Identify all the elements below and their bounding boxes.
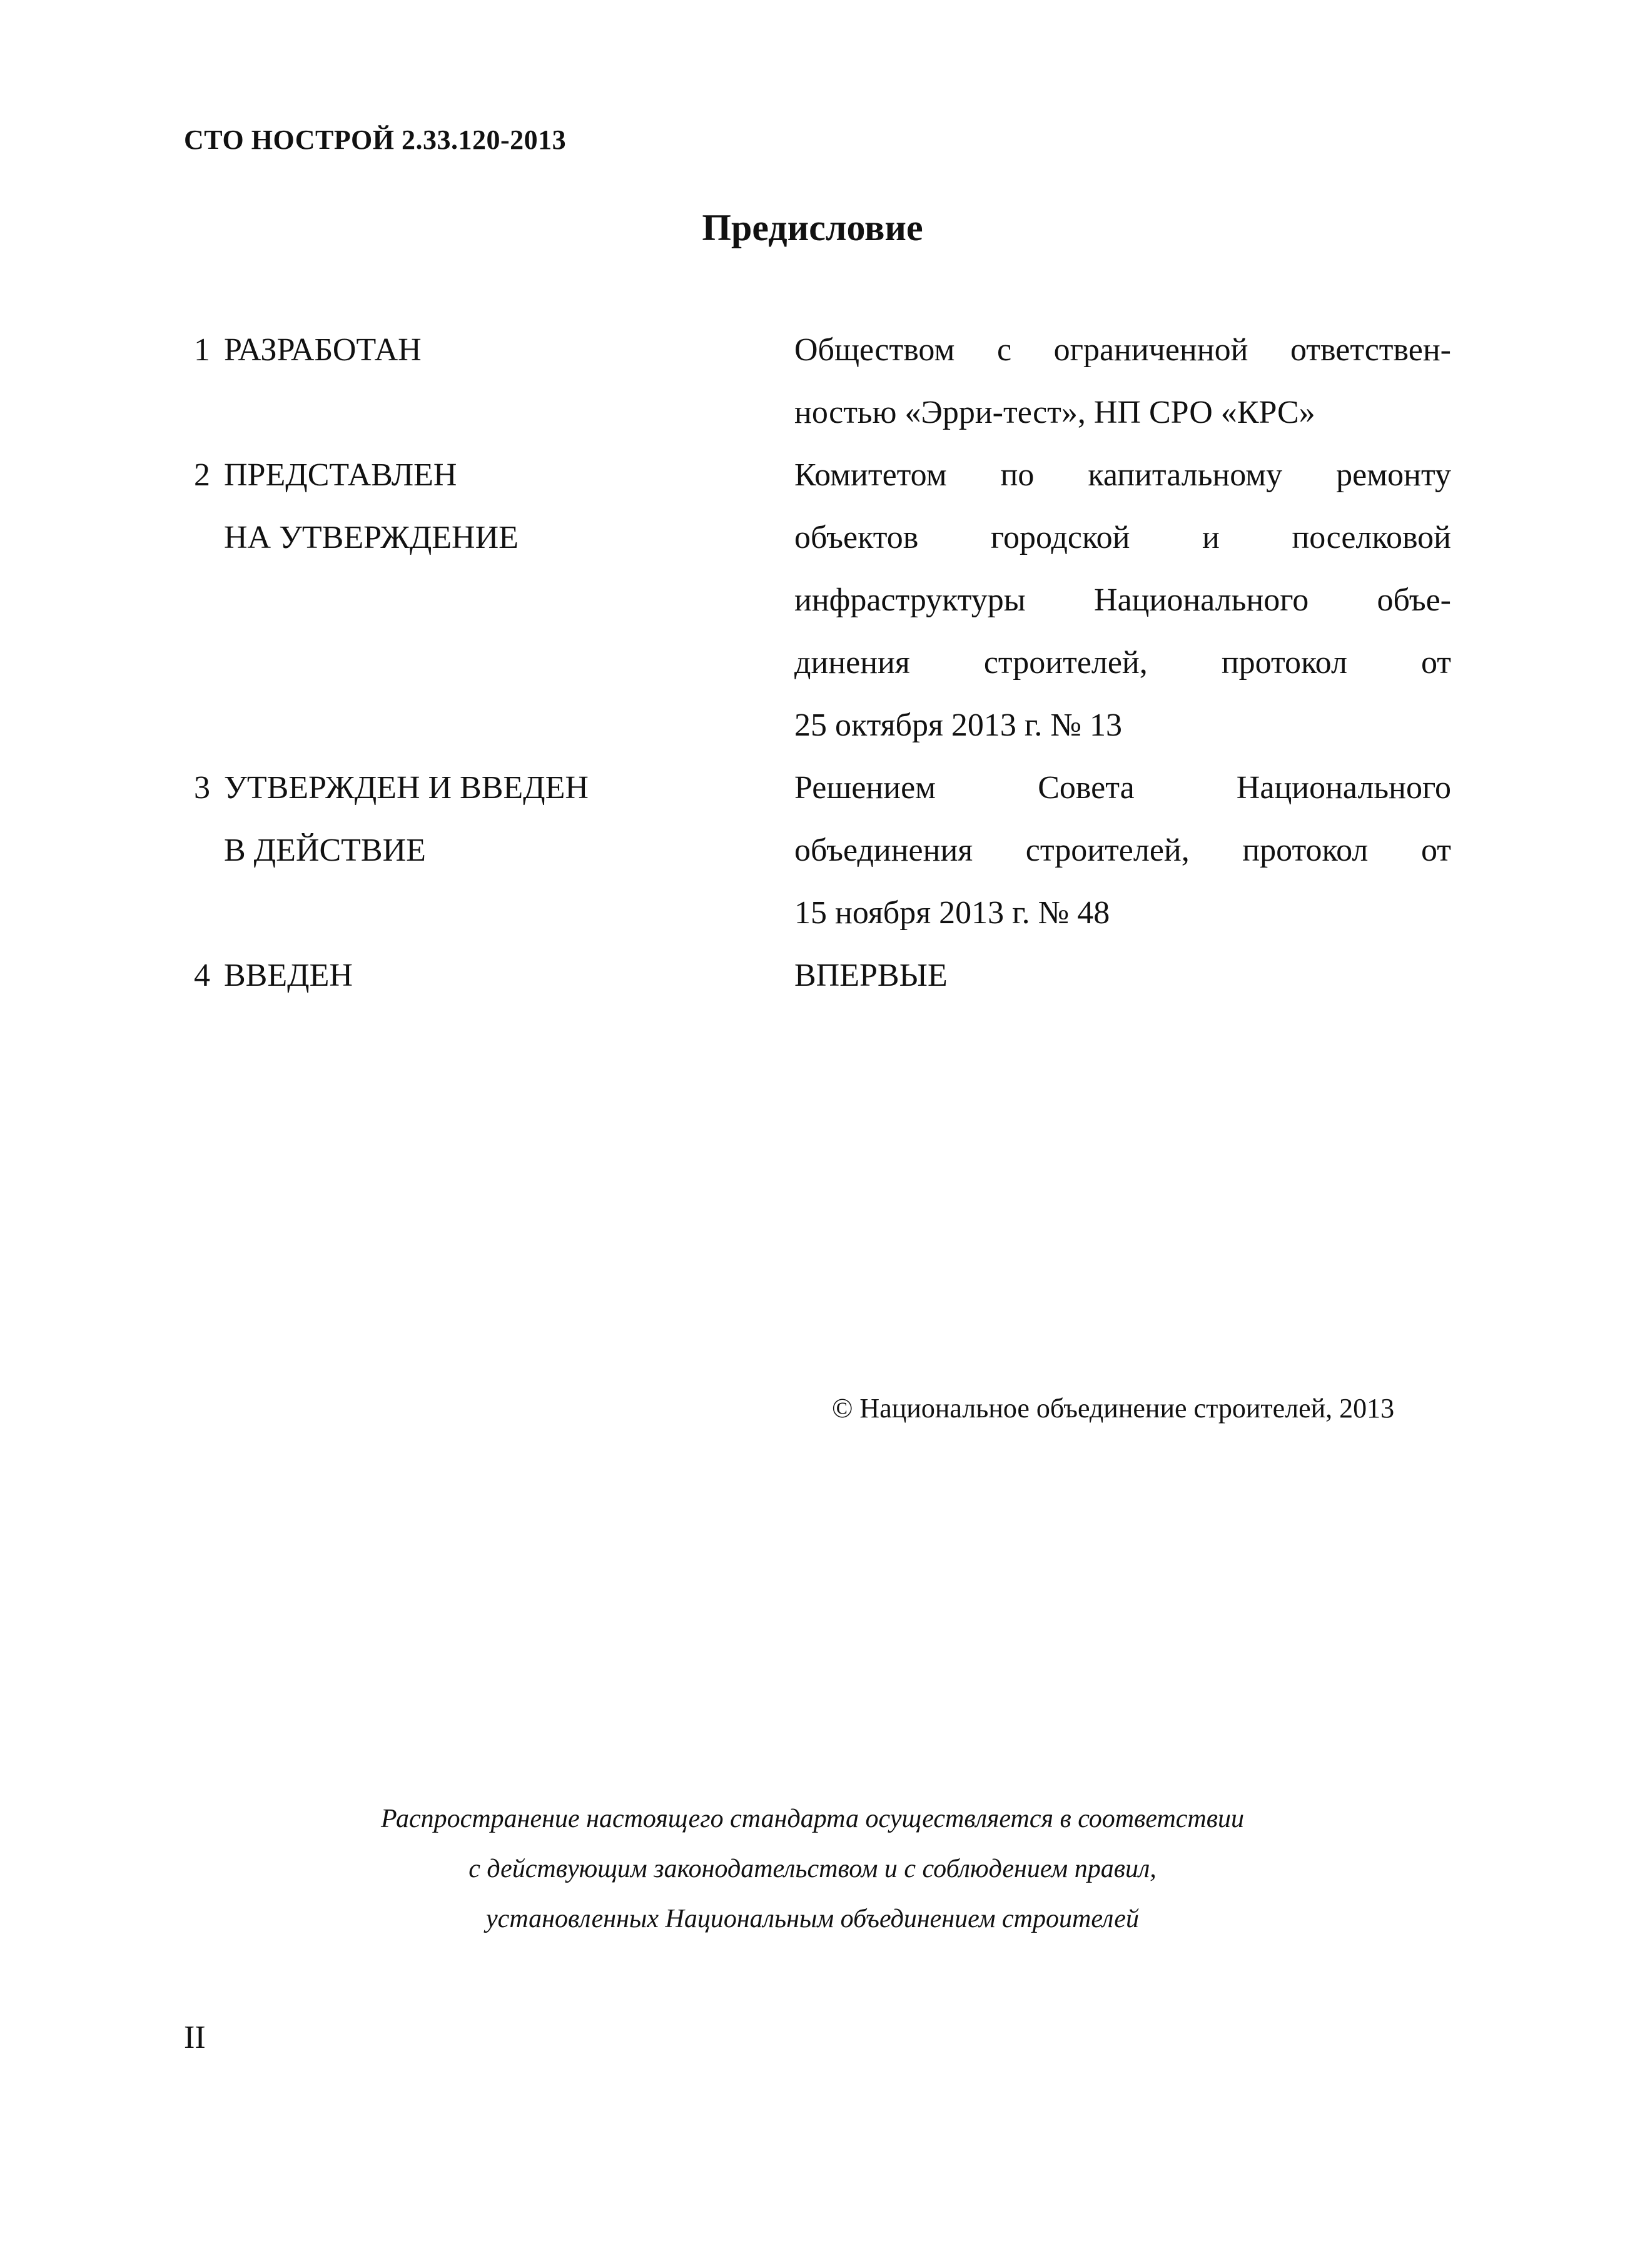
entry-value [794, 757, 1451, 944]
entry-value-line: 25 октября 2013 г. № 13 [794, 707, 1122, 743]
entry-value [794, 444, 1451, 757]
page-number: II [184, 2020, 206, 2055]
entry-submitted [194, 444, 1451, 757]
entry-value-line: Комитетом по капитальному ремонту [794, 457, 1451, 493]
entry-number: 4 [194, 958, 210, 993]
entry-developed [194, 319, 1451, 444]
entry-label-line: ВВЕДЕН [224, 958, 353, 993]
entry-value-line: 15 ноября 2013 г. № 48 [794, 895, 1110, 931]
entry-label-line: УТВЕРЖДЕН И ВВЕДЕН [224, 770, 589, 806]
entry-approved [194, 757, 1451, 944]
entry-value-line: объектов городской и поселковой [794, 520, 1451, 555]
distribution-line: Распространение настоящего стандарта осуществляется в соответствии [380, 1805, 1244, 1833]
entry-label [194, 757, 794, 944]
entry-value-line: объединения строителей, протокол от [794, 833, 1451, 868]
entry-value [794, 319, 1451, 444]
entry-value-line: ностью «Эрри-тест», НП СРО «КРС» [794, 395, 1315, 430]
entry-value-line: динения строителей, протокол от [794, 645, 1451, 681]
entry-value-line: ВПЕРВЫЕ [794, 958, 948, 993]
entry-value-line: инфраструктуры Национального объе- [794, 582, 1451, 618]
entry-label [194, 319, 794, 444]
foreword-entries [194, 319, 1451, 1007]
entry-number: 2 [194, 457, 210, 493]
entry-label-line: НА УТВЕРЖДЕНИЕ [224, 520, 519, 555]
document-code: СТО НОСТРОЙ 2.33.120-2013 [184, 124, 567, 155]
entry-number: 1 [194, 332, 210, 368]
entry-label-line: ПРЕДСТАВЛЕН [224, 457, 457, 493]
copyright-notice: © Национальное объединение строителей, 2013 [832, 1393, 1395, 1424]
distribution-line: установленных Национальным объединением строителей [486, 1905, 1139, 1933]
entry-label-line: РАЗРАБОТАН [224, 332, 422, 368]
entry-introduced [194, 944, 1451, 1007]
distribution-line: с действующим законодательством и с соблюдением правил, [468, 1855, 1157, 1883]
entry-number: 3 [194, 770, 210, 806]
entry-value [794, 944, 1451, 1007]
page-title: Предисловие [702, 207, 923, 248]
entry-label [194, 444, 794, 757]
distribution-notice [0, 1794, 1625, 1944]
entry-label [194, 944, 794, 1007]
entry-value-line: Решением Совета Национального [794, 770, 1451, 806]
entry-value-line: Обществом с ограниченной ответствен- [794, 332, 1451, 368]
entry-label-line: В ДЕЙСТВИЕ [224, 833, 426, 868]
